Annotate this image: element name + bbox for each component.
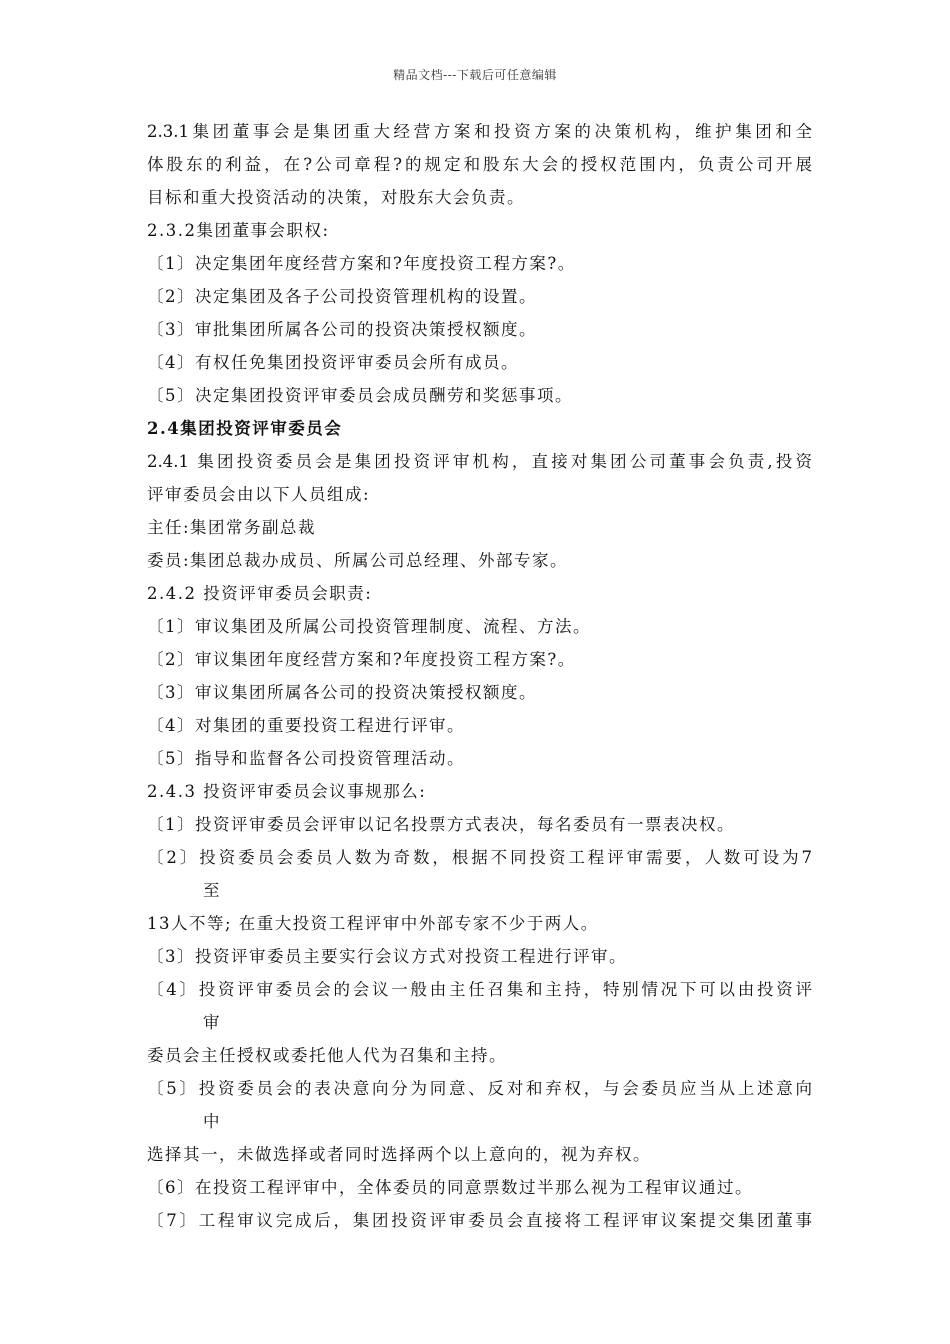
- text-line: 〔1〕决定集团年度经营方案和?年度投资工程方案?。: [147, 254, 576, 273]
- text-line: 〔2〕审议集团年度经营方案和?年度投资工程方案?。: [147, 650, 576, 669]
- text-line: 2.4.3 投资评审委员会议事规那么:: [147, 782, 427, 801]
- text-line: 〔4〕投资评审委员会的会议一般由主任召集和主持，特别情况下可以由投资评: [147, 980, 812, 999]
- text-line: 目标和重大投资活动的决策，对股东大会负责。: [147, 188, 525, 207]
- text-line: 〔4〕对集团的重要投资工程进行评审。: [147, 716, 465, 735]
- text-line: 〔1〕投资评审委员会评审以记名投票方式表决，每名委员有一票表决权。: [147, 815, 735, 834]
- text-line: 2.4.2 投资评审委员会职责:: [147, 584, 373, 603]
- text-line: 〔2〕决定集团及各子公司投资管理机构的设置。: [147, 287, 537, 306]
- text-line: 主任:集团常务副总裁: [147, 518, 317, 537]
- text-line: 选择其一，未做选择或者同时选择两个以上意向的，视为弃权。: [147, 1145, 651, 1164]
- text-line: 〔7〕工程审议完成后，集团投资评审委员会直接将工程评审议案提交集团董事: [147, 1211, 812, 1230]
- text-line: 〔5〕决定集团投资评审委员会成员酬劳和奖惩事项。: [147, 386, 573, 405]
- text-line: 2.4.1 集团投资委员会是集团投资评审机构，直接对集团公司董事会负责,投资: [147, 452, 812, 471]
- text-line: 〔5〕指导和监督各公司投资管理活动。: [147, 749, 465, 768]
- text-line: 〔4〕有权任免集团投资评审委员会所有成员。: [147, 353, 519, 372]
- text-line: 委员会主任授权或委托他人代为召集和主持。: [147, 1046, 507, 1065]
- text-line: 审: [203, 1013, 221, 1032]
- text-line: 〔3〕审批集团所属各公司的投资决策授权额度。: [147, 320, 537, 339]
- text-line: 2.3.1集团董事会是集团重大经营方案和投资方案的决策机构，维护集团和全: [147, 122, 812, 141]
- text-line: 体股东的利益，在?公司章程?的规定和股东大会的授权范围内，负责公司开展: [147, 155, 812, 174]
- document-body: [147, 115, 812, 1237]
- text-line: 2.3.2集团董事会职权:: [147, 221, 330, 240]
- text-line: 〔6〕在投资工程评审中，全体委员的同意票数过半那么视为工程审议通过。: [147, 1178, 753, 1197]
- text-line: 13人不等; 在重大投资工程评审中外部专家不少于两人。: [147, 914, 599, 933]
- text-line: 中: [203, 1112, 221, 1131]
- text-line: 评审委员会由以下人员组成:: [147, 485, 371, 504]
- text-line: 〔5〕投资委员会的表决意向分为同意、反对和弃权，与会委员应当从上述意向: [147, 1079, 812, 1098]
- text-line: 〔1〕审议集团及所属公司投资管理制度、流程、方法。: [147, 617, 591, 636]
- page-header: 精品文档---下载后可任意编辑: [393, 68, 557, 82]
- text-line: 〔3〕审议集团所属各公司的投资决策授权额度。: [147, 683, 537, 702]
- text-line: 〔3〕投资评审委员主要实行会议方式对投资工程进行评审。: [147, 947, 627, 966]
- text-line: 〔2〕投资委员会委员人数为奇数，根据不同投资工程评审需要，人数可设为7: [147, 848, 812, 867]
- section-heading: 2.4集团投资评审委员会: [147, 419, 343, 438]
- text-line: 委员:集团总裁办成员、所属公司总经理、外部专家。: [147, 551, 569, 570]
- text-line: 至: [203, 881, 221, 900]
